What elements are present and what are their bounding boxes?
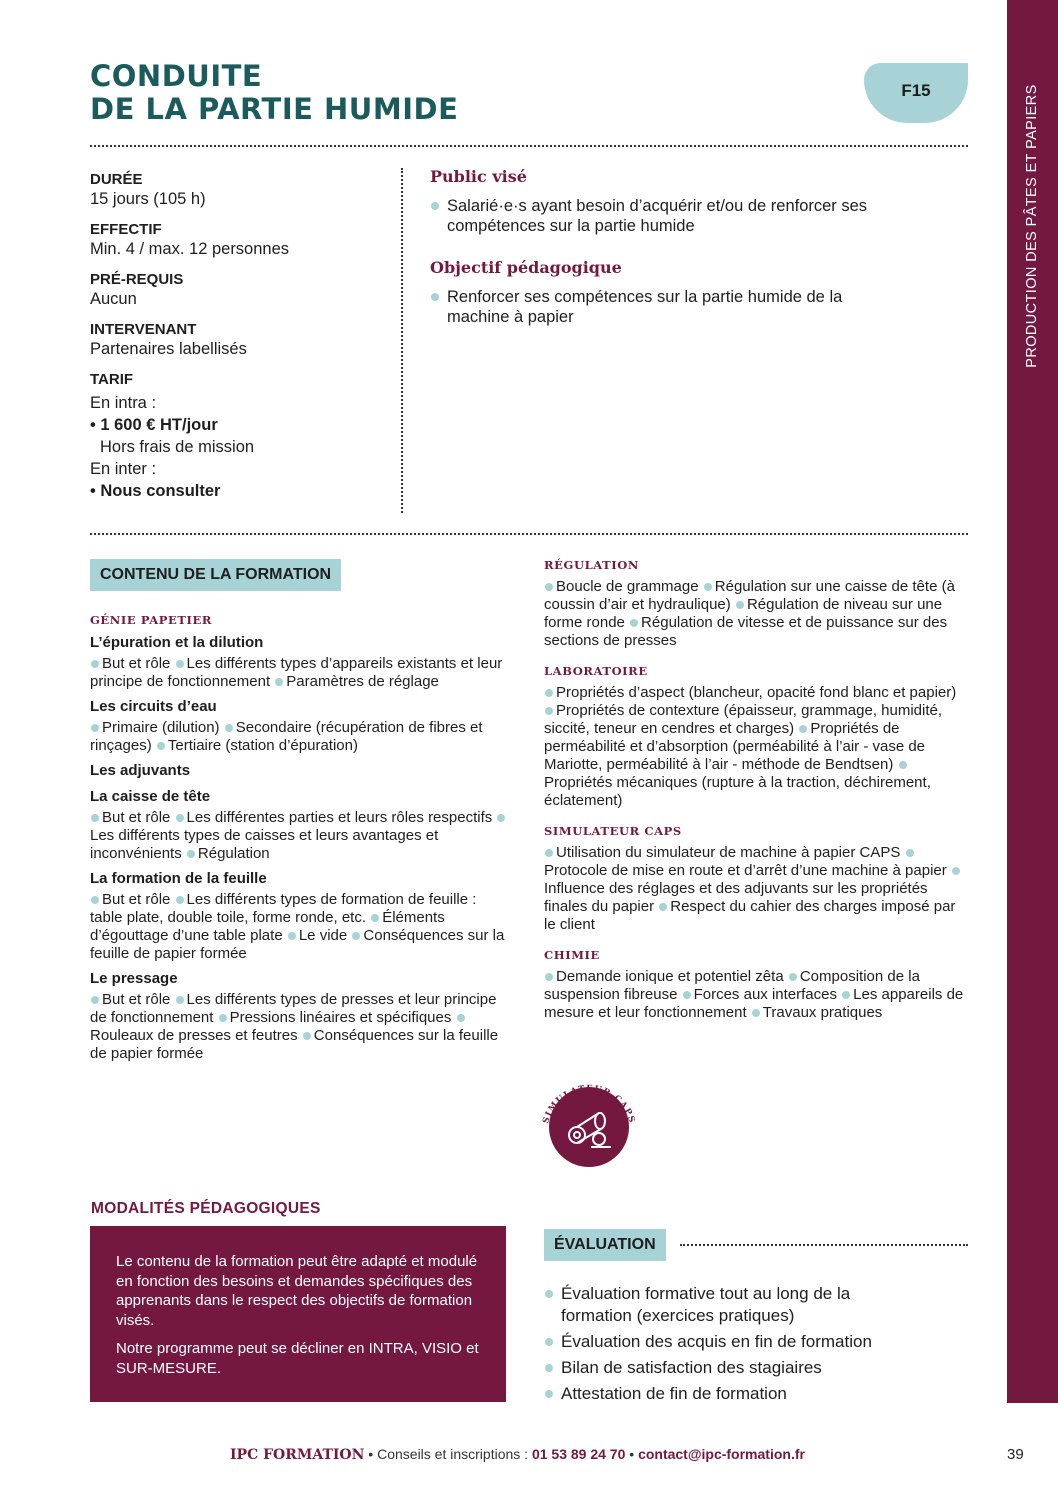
s2-title: Les circuits d’eau bbox=[90, 698, 217, 715]
footer-phone[interactable]: 01 53 89 24 70 bbox=[531, 1446, 626, 1462]
laboratoire-items: Propriétés d’aspect (blancheur, opacité fond blanc et papier) Propriétés de contexture (épaisseur, grammage, humidité, siccité, teneur en cendres et charges) Propriétés de perméabilité et d’absorption (perméabilité à l’air - vase de Mariotte, perméabilité à l’air - méthode de Bendtsen) Propriétés mécaniques (rupture à la traction, déchirement, éclatement) bbox=[544, 684, 957, 809]
page-number: 39 bbox=[1007, 1446, 1024, 1463]
contenu-right-column bbox=[544, 550, 964, 1022]
public-item: Salarié·e·s ayant besoin d’acquérir et/ou de renforcer ses compétences sur la partie humide bbox=[430, 196, 930, 236]
badge-label: SIMULATEUR CAPS bbox=[541, 1083, 637, 1125]
genie-category: GÉNIE PAPETIER bbox=[90, 613, 213, 627]
title-line-1: CONDUITE bbox=[90, 59, 263, 93]
public-objectif-block bbox=[430, 166, 950, 327]
s1-items: But et rôle Les différents types d’appareils existants et leur principe de fonctionnement Paramètres de réglage bbox=[90, 655, 503, 690]
evaluation-item: Évaluation des acquis en fin de formation bbox=[544, 1331, 964, 1353]
intervenant-label: INTERVENANT bbox=[90, 321, 197, 338]
evaluation-list bbox=[544, 1283, 964, 1409]
s4-items: But et rôle Les différentes parties et leurs rôles respectifs Les différents types de caisses et leurs avantages et inconvénients Régulation bbox=[90, 809, 510, 863]
chimie-items: Demande ionique et potentiel zêta Composition de la suspension fibreuse Forces aux interfaces Les appareils de mesure et leur fonctionnement Travaux pratiques bbox=[544, 968, 964, 1021]
simulateur-category: SIMULATEUR CAPS bbox=[544, 824, 682, 838]
evaluation-item: Attestation de fin de formation bbox=[544, 1383, 964, 1405]
divider-middle bbox=[90, 533, 968, 535]
course-code-tab bbox=[864, 63, 968, 123]
contenu-left-column bbox=[90, 605, 510, 1063]
badge-ring-text bbox=[533, 1071, 645, 1183]
tarif-line-2: • 1 600 € HT/jour bbox=[90, 416, 218, 434]
modalites-p1: Le contenu de la formation peut être adapté et modulé en fonction des besoins et demandes spécifiques des apprenants dans le respect des objectifs de formation visés. bbox=[116, 1253, 478, 1329]
public-title: Public visé bbox=[430, 167, 527, 186]
contenu-box: CONTENU DE LA FORMATION bbox=[90, 559, 341, 591]
tarif-line-4: En inter : bbox=[90, 460, 157, 478]
s5-title: La formation de la feuille bbox=[90, 870, 267, 887]
info-block bbox=[90, 170, 390, 502]
page-title bbox=[90, 60, 790, 126]
footer-email[interactable]: contact@ipc-formation.fr bbox=[638, 1446, 805, 1462]
tarif-line-3: Hors frais de mission bbox=[100, 438, 255, 456]
modalites-box bbox=[90, 1226, 506, 1402]
duree-value: 15 jours (105 h) bbox=[90, 190, 206, 208]
regulation-items: Boucle de grammage Régulation sur une caisse de tête (à coussin d’air et hydraulique) Régulation de niveau sur une forme ronde Régulation de vitesse et de puissance sur des sections de presses bbox=[544, 578, 955, 649]
prerequis-label: PRÉ-REQUIS bbox=[90, 271, 184, 288]
evaluation-divider bbox=[680, 1244, 968, 1246]
divider-top bbox=[90, 145, 968, 147]
course-code: F15 bbox=[901, 81, 931, 100]
evaluation-item: Bilan de satisfaction des stagiaires bbox=[544, 1357, 964, 1379]
title-line-2: DE LA PARTIE HUMIDE bbox=[90, 92, 459, 126]
chimie-category: CHIMIE bbox=[544, 948, 600, 962]
objectif-title: Objectif pédagogique bbox=[430, 258, 622, 277]
footer-sep-1: • Conseils et inscriptions : bbox=[364, 1446, 532, 1462]
laboratoire-category: LABORATOIRE bbox=[544, 664, 648, 678]
intervenant-value: Partenaires labellisés bbox=[90, 340, 247, 358]
evaluation-item: Évaluation formative tout au long de la formation (exercices pratiques) bbox=[544, 1283, 904, 1327]
s6-title: Le pressage bbox=[90, 970, 178, 987]
s4-title: La caisse de tête bbox=[90, 788, 211, 805]
effectif-label: EFFECTIF bbox=[90, 221, 162, 238]
duree-label: DURÉE bbox=[90, 171, 143, 188]
regulation-category: RÉGULATION bbox=[544, 558, 640, 572]
simulateur-items: Utilisation du simulateur de machine à papier CAPS Protocole de mise en route et d’arrêt d’une machine à papier Influence des réglages et des adjuvants sur les propriétés finales du papier Respect du cahier des charges imposé par le client bbox=[544, 844, 964, 934]
s6-items: But et rôle Les différents types de presses et leur principe de fonctionnement Pressions linéaires et spécifiques Rouleaux de presses et feutres Conséquences sur la feuille de papier formée bbox=[90, 991, 499, 1062]
modalites-p2: Notre programme peut se décliner en INTRA, VISIO et SUR-MESURE. bbox=[116, 1340, 479, 1377]
s1-title: L’épuration et la dilution bbox=[90, 634, 264, 651]
objectif-item: Renforcer ses compétences sur la partie humide de la machine à papier bbox=[430, 287, 890, 327]
evaluation-box: ÉVALUATION bbox=[544, 1229, 666, 1261]
side-label: PRODUCTION DES PÂTES ET PAPIERS bbox=[1024, 84, 1040, 368]
s3-title: Les adjuvants bbox=[90, 762, 191, 779]
footer-sep-2: • bbox=[625, 1446, 639, 1462]
divider-vertical bbox=[401, 168, 403, 513]
modalites-title: MODALITÉS PÉDAGOGIQUES bbox=[91, 1200, 321, 1217]
tarif-label: TARIF bbox=[90, 371, 134, 388]
s2-items: Primaire (dilution) Secondaire (récupération de fibres et rinçages) Tertiaire (station d’épuration) bbox=[90, 719, 483, 754]
footer-brand: IPC FORMATION bbox=[230, 1447, 365, 1463]
prerequis-value: Aucun bbox=[90, 290, 137, 308]
effectif-value: Min. 4 / max. 12 personnes bbox=[90, 240, 290, 258]
tarif-line-1: En intra : bbox=[90, 394, 157, 412]
s5-items: But et rôle Les différents types de formation de feuille : table plate, double toile, forme ronde, etc. Éléments d’égouttage d’une table plate Le vide Conséquences sur la feuille de papier formée bbox=[90, 891, 505, 962]
svg-text:SIMULATEUR CAPS bbox=[541, 1084, 637, 1125]
tarif-line-5: • Nous consulter bbox=[90, 482, 221, 500]
